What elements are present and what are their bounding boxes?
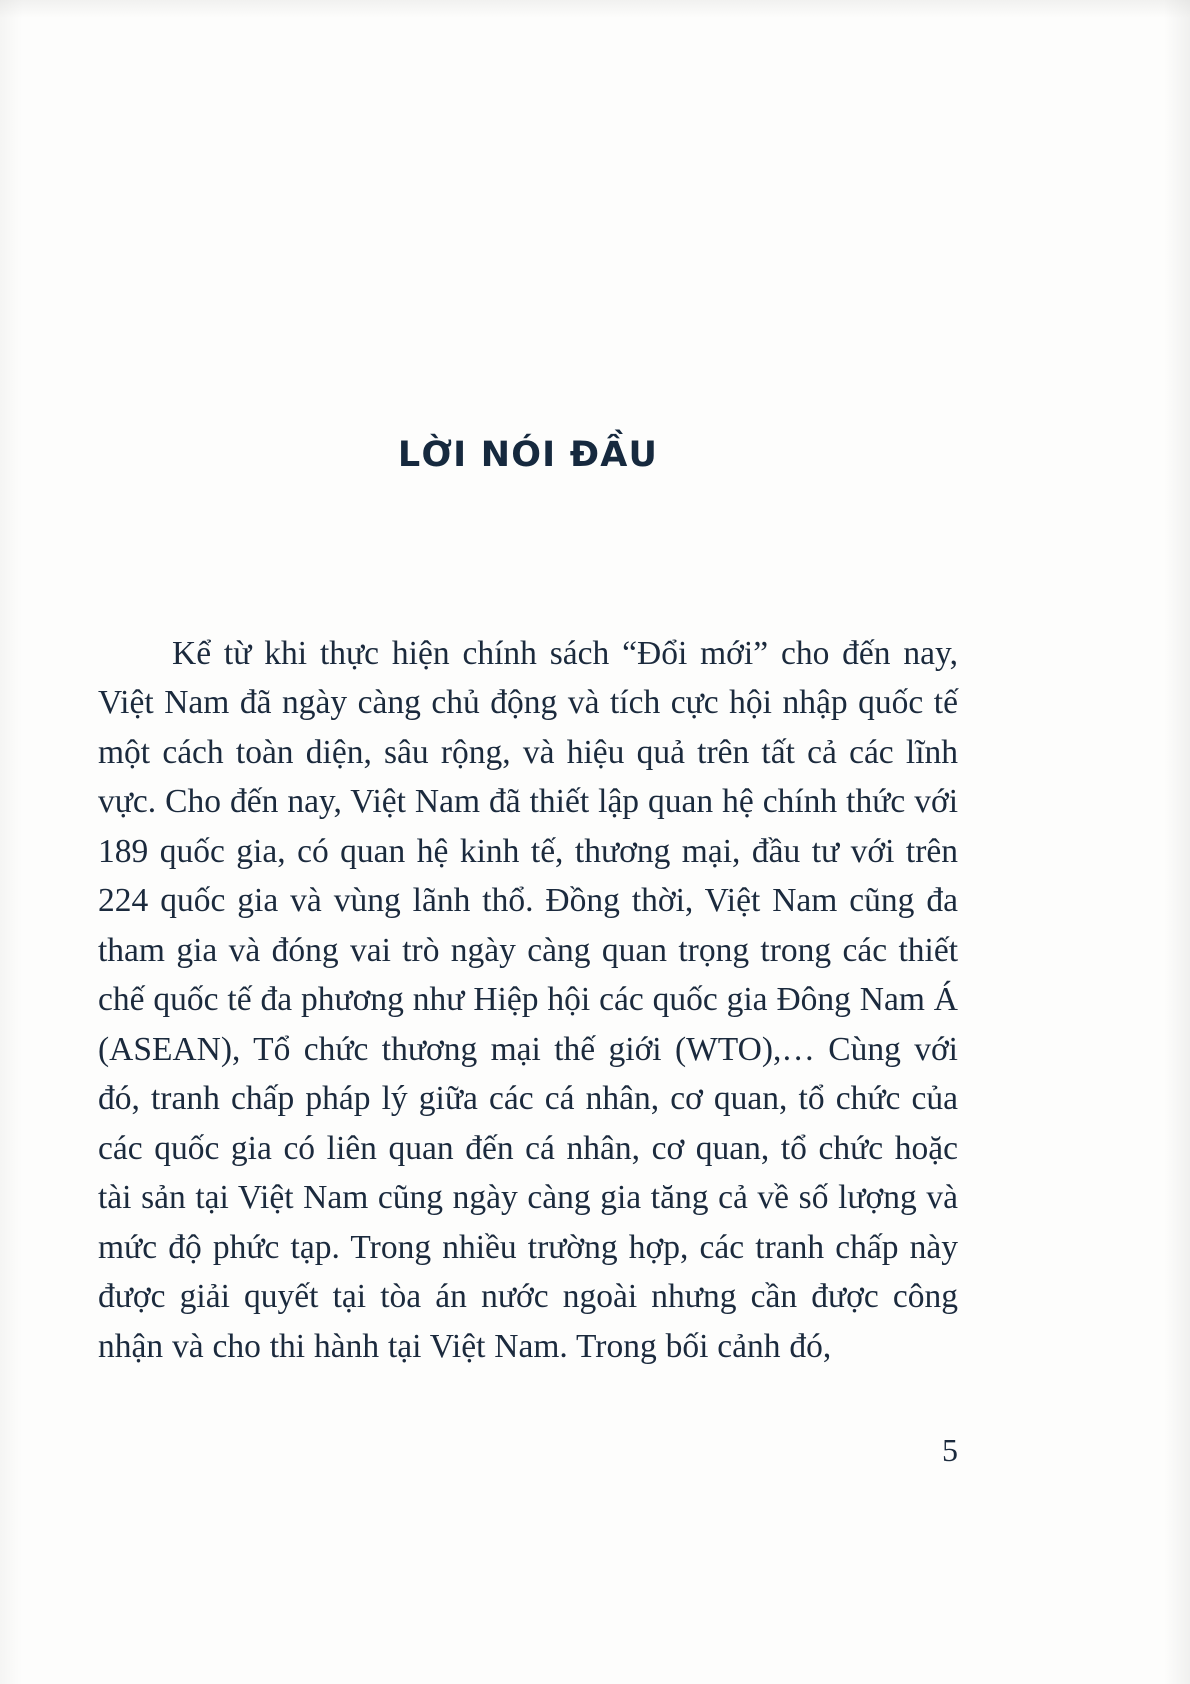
page-number: 5 bbox=[942, 1432, 958, 1468]
scan-edge-shadow-right bbox=[1164, 0, 1190, 1684]
page-title: LỜI NÓI ĐẦU bbox=[397, 435, 659, 476]
scan-edge-shadow-left bbox=[0, 0, 22, 1684]
page-content-area bbox=[98, 0, 958, 1684]
body-paragraph: Kể từ khi thực hiện chính sách “Đổi mới” cho đến nay, Việt Nam đã ngày càng chủ động và tích cực hội nhập quốc tế một cách toàn diện, sâu rộng, và hiệu quả trên tất cả các lĩnh vực. Cho đến nay, Việt Nam đã thiết lập quan hệ chính thức với 189 quốc gia, có quan hệ kinh tế, thương mại, đầu tư với trên 224 quốc gia và vùng lãnh thổ. Đồng thời, Việt Nam cũng đa tham gia và đóng vai trò ngày càng quan trọng trong các thiết chế quốc tế đa phương như Hiệp hội các quốc gia Đông Nam Á (ASEAN), Tổ chức thương mại thế giới (WTO),… Cùng với đó, tranh chấp pháp lý giữa các cá nhân, cơ quan, tổ chức của các quốc gia có liên quan đến cá nhân, cơ quan, tổ chức hoặc tài sản tại Việt Nam cũng ngày càng gia tăng cả về số lượng và mức độ phức tạp. Trong nhiều trường hợp, các tranh chấp này được giải quyết tại tòa án nước ngoài nhưng cần được công nhận và cho thi hành tại Việt Nam. Trong bối cảnh đó, bbox=[98, 634, 958, 1365]
